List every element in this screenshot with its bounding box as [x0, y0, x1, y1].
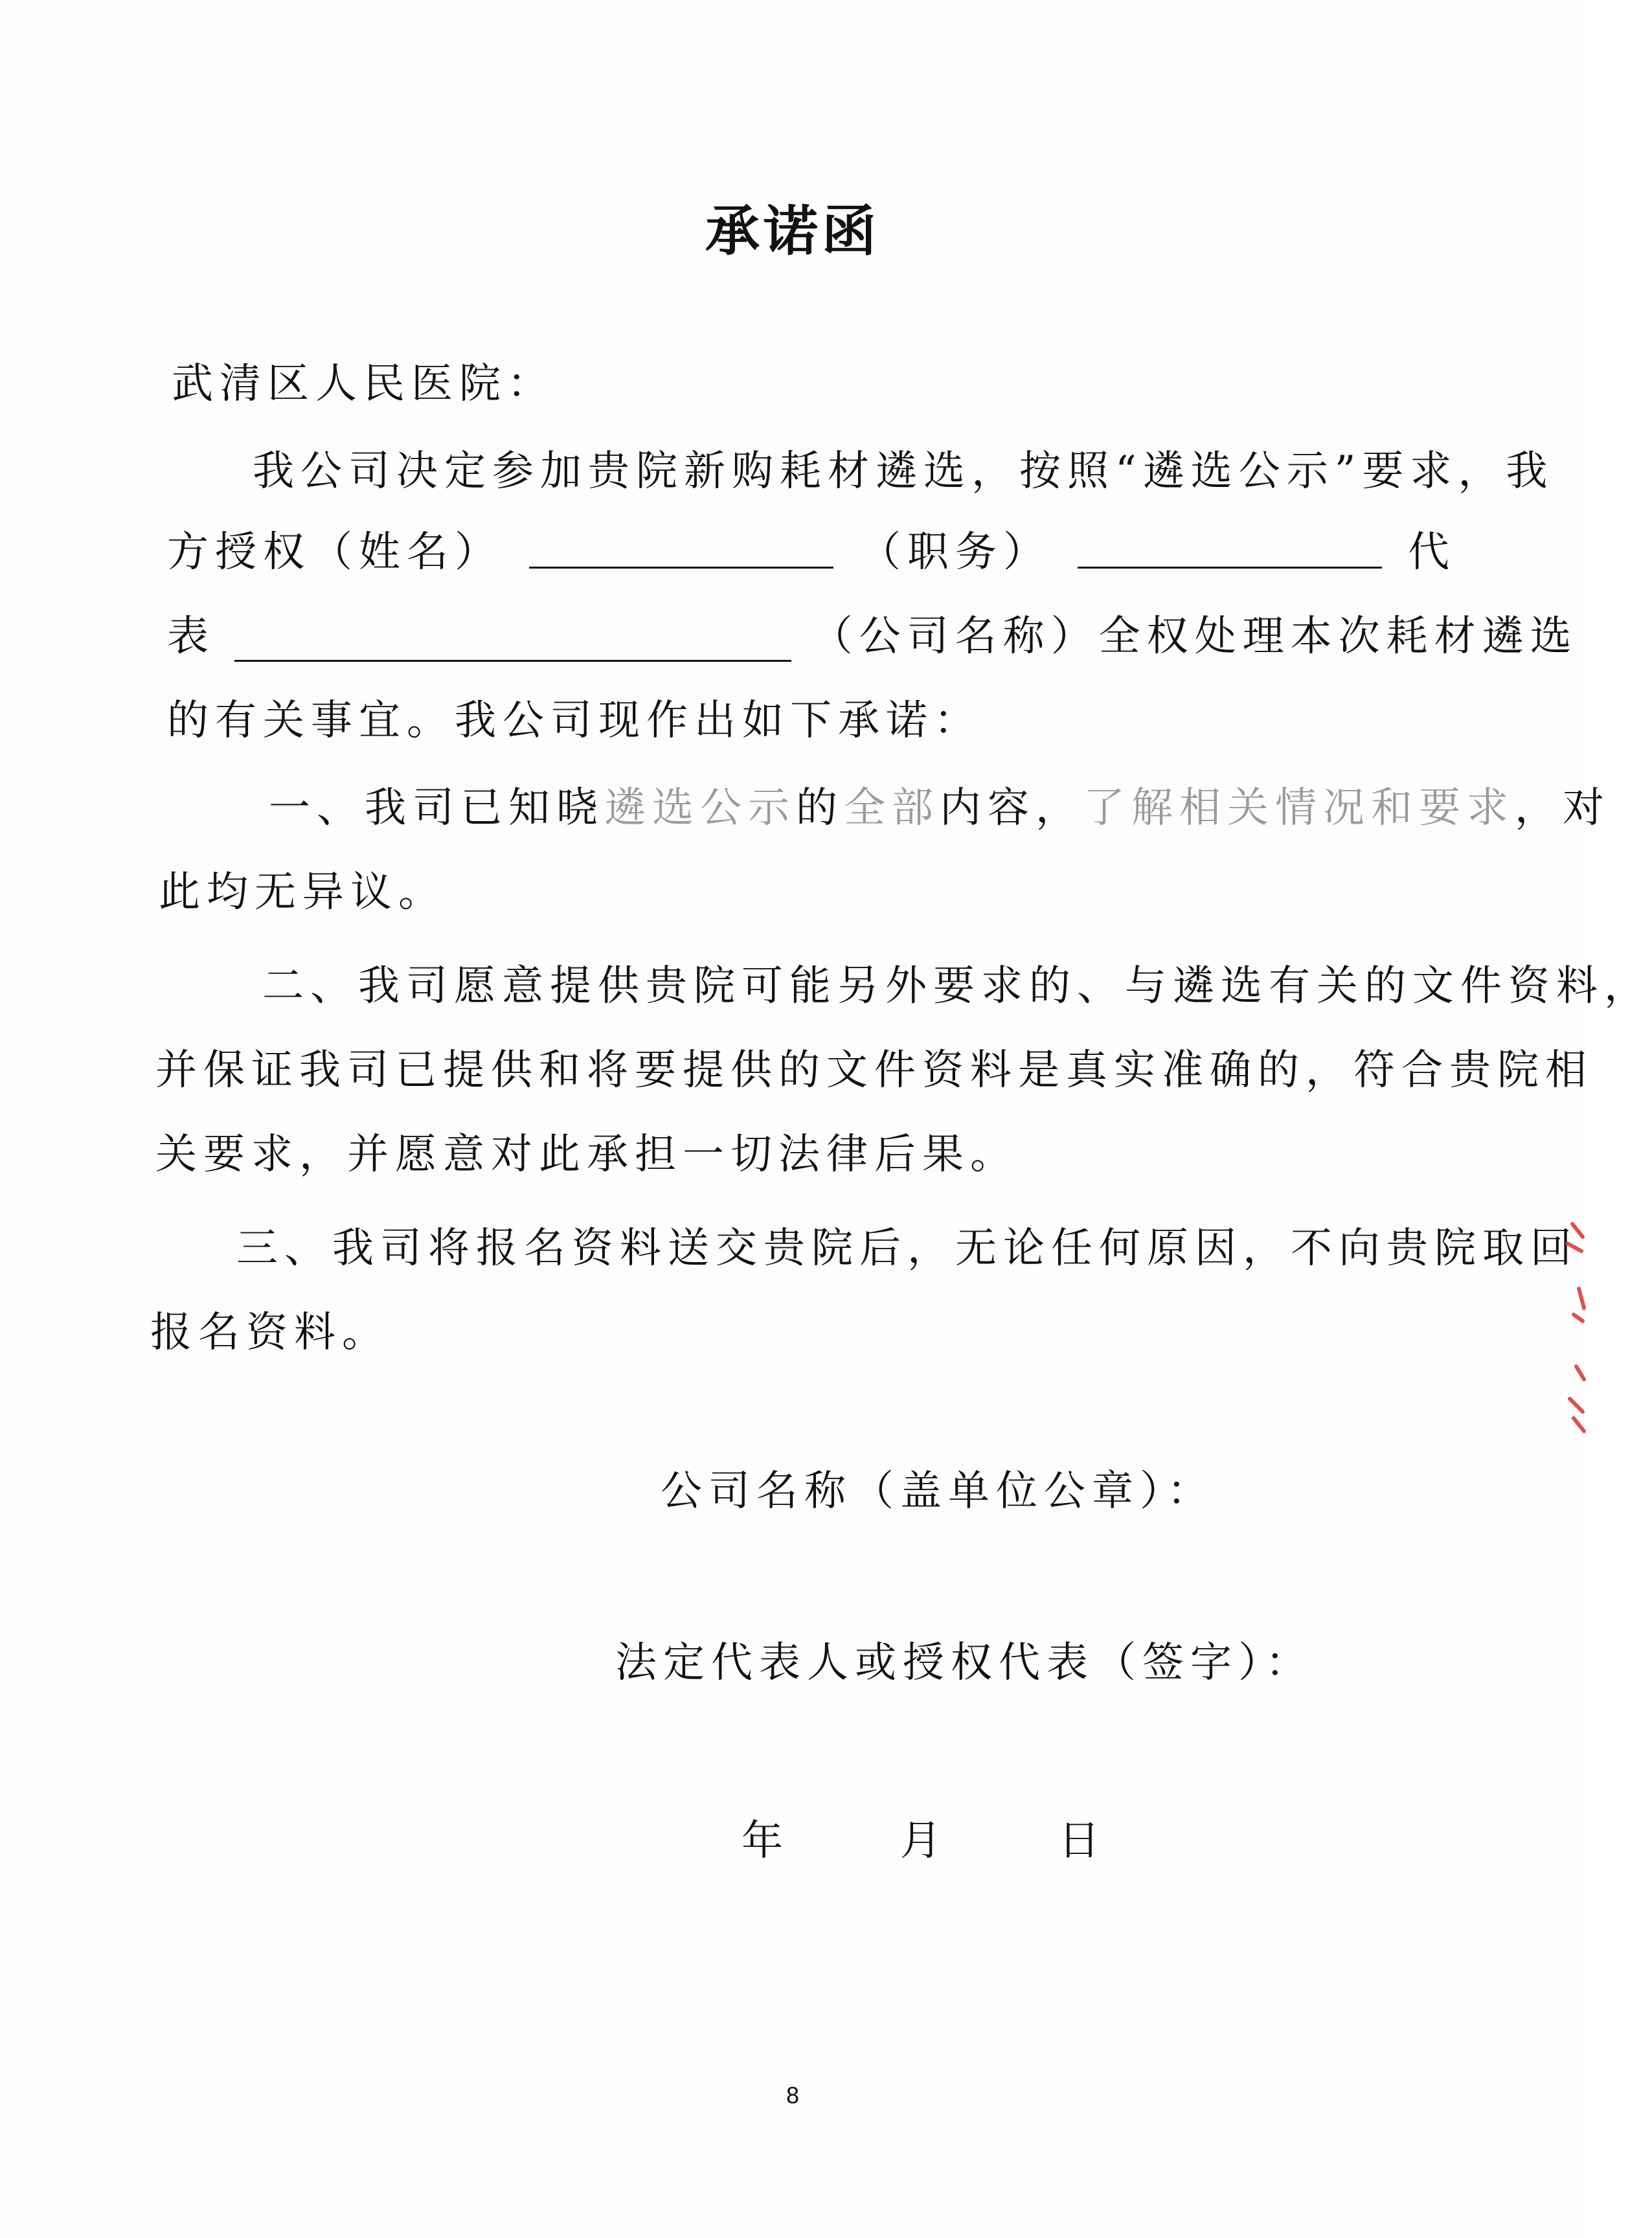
- item2-line2: 并保证我司已提供和将要提供的文件资料是真实准确的，符合贵院相: [155, 1046, 1593, 1094]
- item1-line1: [269, 784, 1611, 833]
- item3-line1: 三、我司将报名资料送交贵院后，无论任何原因，不向贵院取回: [236, 1225, 1578, 1272]
- position-label: （职务）: [859, 528, 1051, 576]
- month-label: 月: [900, 1817, 942, 1865]
- date-line: [741, 1816, 1100, 1866]
- day-label: 日: [1058, 1817, 1100, 1865]
- represent-label-cont: 表: [167, 613, 215, 661]
- para1-line4: 的有关事宜。我公司现作出如下承诺：: [167, 697, 982, 745]
- company-name-label: （公司名称）全权处理本次耗材遴选: [811, 613, 1578, 661]
- name-blank-field[interactable]: [529, 528, 833, 569]
- item3-line2: 报名资料。: [150, 1309, 390, 1357]
- page-number: 8: [786, 2082, 800, 2108]
- item1-text-b: 遴选公示: [604, 784, 796, 832]
- item1-text-e: 内容，: [940, 784, 1083, 832]
- item2-line1: 二、我司愿意提供贵院可能另外要求的、与遴选有关的文件资料，: [262, 962, 1652, 1010]
- seal-stamp-edge-icon: [1559, 1217, 1585, 1438]
- item1-text-g: ，对: [1515, 784, 1611, 832]
- signer-label: 法定代表人或授权代表（签字）：: [615, 1639, 1313, 1687]
- represent-label: 代: [1408, 528, 1456, 576]
- position-blank-field[interactable]: [1078, 528, 1382, 569]
- para1-line2: [167, 528, 1456, 578]
- item1-text-d: 全部: [844, 784, 940, 832]
- item1-line2: 此均无异议。: [159, 868, 446, 916]
- greeting: 武清区人民医院：: [172, 360, 555, 408]
- company-name-blank-field[interactable]: [234, 621, 791, 662]
- para1-line1: 我公司决定参加贵院新购耗材遴选，按照“遴选公示”要求，我: [253, 447, 1554, 495]
- para1-line3: [167, 612, 1578, 662]
- authorize-name-label: 方授权（姓名）: [167, 528, 503, 576]
- document-title: 承诺函: [705, 199, 880, 263]
- company-seal-label: 公司名称（盖单位公章）：: [661, 1467, 1215, 1515]
- year-label: 年: [741, 1817, 783, 1865]
- item1-text-c: 的: [796, 784, 844, 832]
- item1-text-a: 一、我司已知晓: [269, 784, 604, 832]
- item1-text-f: 了解相关情况和要求: [1083, 784, 1515, 832]
- item2-line3: 关要求，并愿意对此承担一切法律后果。: [155, 1131, 1018, 1179]
